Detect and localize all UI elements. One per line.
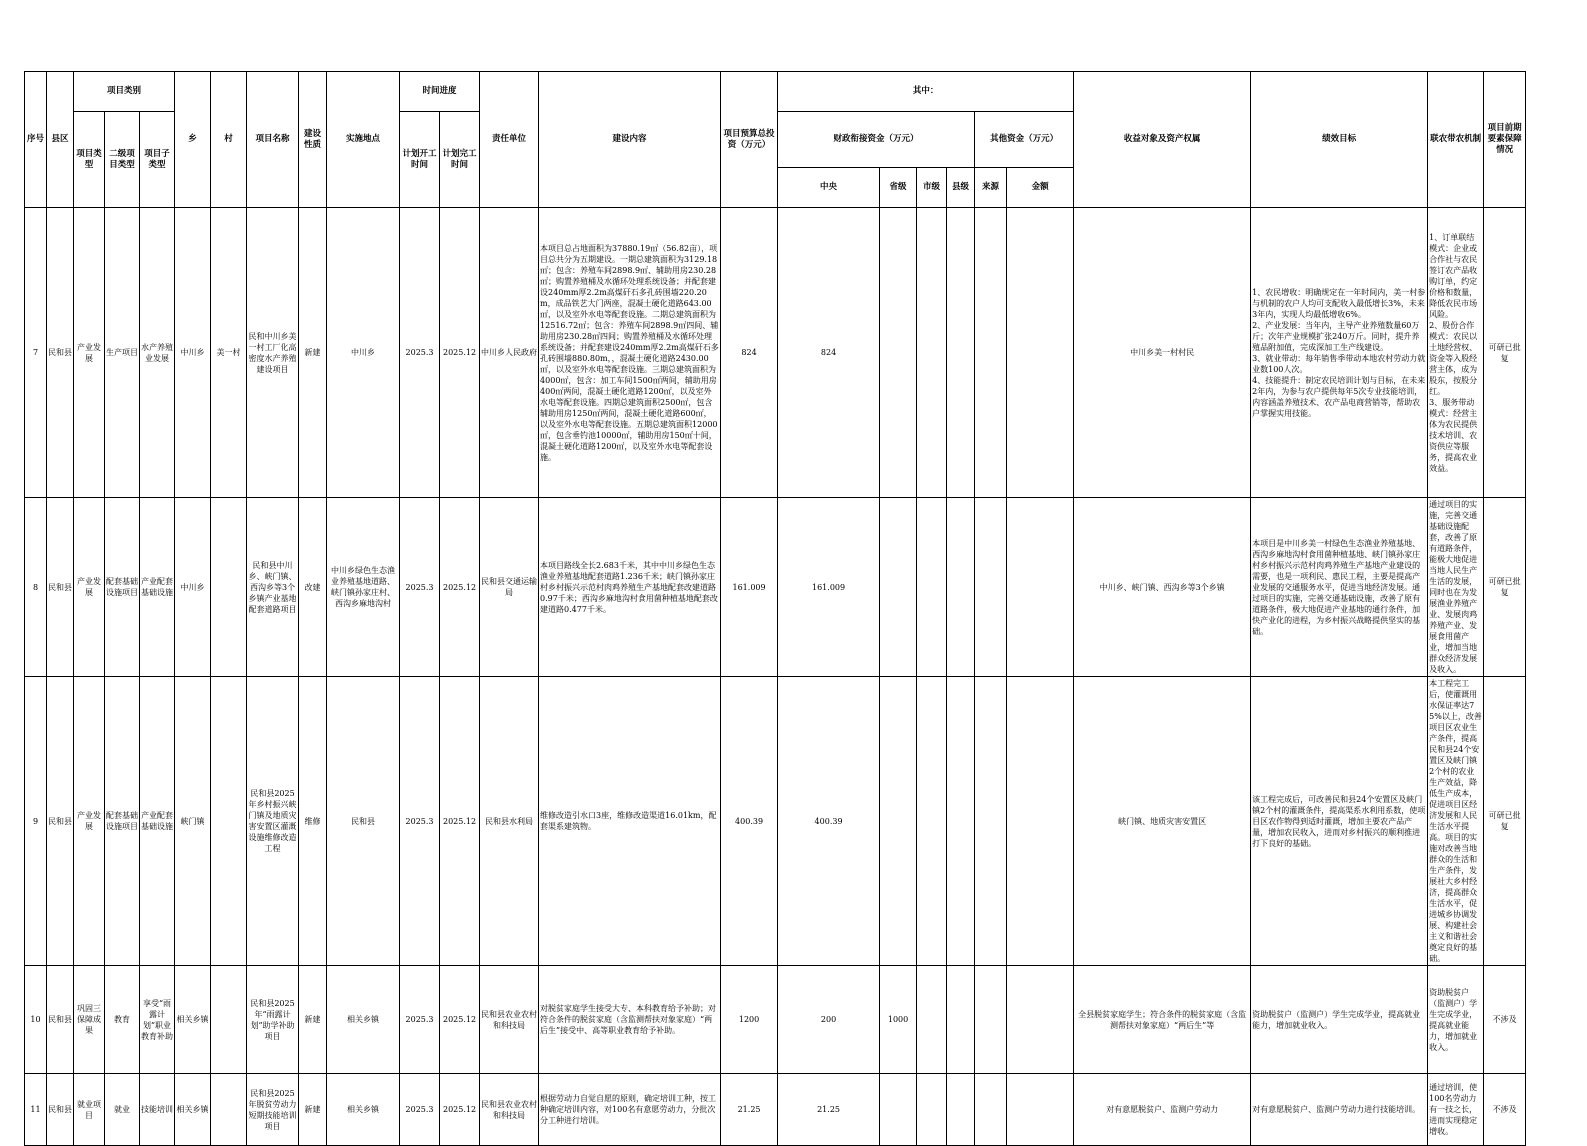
cell-county-level [947, 208, 975, 498]
header-unit: 责任单位 [480, 72, 539, 208]
cell-goals: 对有意愿脱贫户、监测户劳动力进行技能培训。 [1251, 1074, 1428, 1146]
cell-type: 巩固三保障成果 [74, 966, 105, 1074]
cell-village [211, 498, 247, 677]
cell-start: 2025.3 [400, 1074, 440, 1146]
header-township: 乡 [175, 72, 211, 208]
table-row [25, 498, 1526, 677]
cell-source [975, 677, 1007, 966]
cell-budget: 21.25 [721, 1074, 778, 1146]
cell-location: 民和县 [327, 677, 400, 966]
cell-village: 美一村 [211, 208, 247, 498]
cell-central: 824 [778, 208, 880, 498]
cell-name: 民和县中川乡、峡门镇、西沟乡等3个乡镇产业基地配套道路项目 [247, 498, 299, 677]
cell-nature: 维修 [299, 677, 327, 966]
header-end: 计划完工时间 [440, 112, 480, 208]
cell-goals: 1、农民增收：明确规定在一年时间内，美一村参与机制的农户人均可支配收入最低增长3%，未来3年内，实现人均最低增收6%。 2、产业发展：当年内，主导产业养殖数量60万斤；次年产业规模扩张240万斤。同时，提升养殖品附加值，完成深加工生产线建设。 3、就业带动：每年销售季带动本地农村劳动力就业数100人次。 4、技能提升：制定农民培训计划与目标，在未来2年内，为参与农户提供每年5次专业技能培训，内容涵盖养殖技术、农产品电商营销等，帮助农户掌握实用技能。 [1251, 208, 1428, 498]
header-provincial: 省级 [880, 168, 917, 208]
cell-mechanism: 1、订单联结模式：企业或合作社与农民签订农产品收购订单，约定价格和数量，降低农民市场风险。 2、股份合作模式：农民以土地经营权、资金等入股经营主体，成为股东，按股分红。 3、服务带动模式：经营主体为农民提供技术培训、农资供应等服务，提高农业效益。 [1428, 208, 1484, 498]
cell-mechanism: 资助脱贫户（监测户）学生完成学业，提高就业能力，增加就业收入。 [1428, 966, 1484, 1074]
header-start: 计划开工时间 [400, 112, 440, 208]
cell-county-level [947, 498, 975, 677]
cell-budget: 1200 [721, 966, 778, 1074]
cell-type: 产业发展 [74, 677, 105, 966]
cell-seq: 9 [25, 677, 47, 966]
cell-county-level [947, 1074, 975, 1146]
cell-central: 200 [778, 966, 880, 1074]
cell-provincial [880, 1074, 917, 1146]
cell-city [917, 498, 947, 677]
cell-nature: 新建 [299, 966, 327, 1074]
cell-township: 中川乡 [175, 498, 211, 677]
table-row [25, 966, 1526, 1074]
cell-amount [1007, 966, 1074, 1074]
header-city: 市级 [917, 168, 947, 208]
header-other: 其他资金（万元） [975, 112, 1074, 168]
cell-content: 维修改造引水口3座，维修改造渠道16.01km，配套渠系建筑物。 [539, 677, 721, 966]
cell-seq: 11 [25, 1074, 47, 1146]
header-name: 项目名称 [247, 72, 299, 208]
cell-sub3: 产业配套基础设施 [140, 677, 175, 966]
cell-content: 本项目路线全长2.683千米，其中中川乡绿色生态渔业养殖基地配套道路1.236千米；峡门镇孙家庄村乡村振兴示范村肉鸡养殖生产基地配套改建道路0.97千米；西沟乡麻地沟村食用菌种植基地配套改建道路0.477千米。 [539, 498, 721, 677]
cell-sub3: 技能培训 [140, 1074, 175, 1146]
cell-village [211, 677, 247, 966]
cell-type: 就业项目 [74, 1074, 105, 1146]
header-village: 村 [211, 72, 247, 208]
cell-unit: 民和县水利局 [480, 677, 539, 966]
cell-central: 400.39 [778, 677, 880, 966]
cell-guarantee: 可研已批复 [1484, 498, 1526, 677]
cell-city [917, 208, 947, 498]
header-location: 实施地点 [327, 72, 400, 208]
cell-end: 2025.12 [440, 1074, 480, 1146]
cell-county: 民和县 [47, 677, 74, 966]
cell-mechanism: 通过项目的实施，完善交通基础设施配套，改善了原有道路条件，能极大地促进当地人民生产生活的发展，同时也在为发展渔业养殖产业、发展肉鸡养殖产业、发展食用菌产业，增加当地群众经济发展及收入。 [1428, 498, 1484, 677]
cell-location: 相关乡镇 [327, 966, 400, 1074]
cell-county-level [947, 966, 975, 1074]
cell-start: 2025.3 [400, 677, 440, 966]
cell-amount [1007, 677, 1074, 966]
cell-amount [1007, 1074, 1074, 1146]
cell-source [975, 966, 1007, 1074]
cell-budget: 824 [721, 208, 778, 498]
cell-nature: 新建 [299, 1074, 327, 1146]
header-central: 中央 [778, 168, 880, 208]
cell-guarantee: 不涉及 [1484, 1074, 1526, 1146]
cell-nature: 改建 [299, 498, 327, 677]
cell-start: 2025.3 [400, 966, 440, 1074]
cell-name: 民和中川乡美一村工厂化高密度水产养殖建设项目 [247, 208, 299, 498]
cell-sub3: 产业配套基础设施 [140, 498, 175, 677]
cell-sub2: 生产项目 [105, 208, 140, 498]
cell-end: 2025.12 [440, 677, 480, 966]
cell-seq: 10 [25, 966, 47, 1074]
header-schedule: 时间进度 [400, 72, 480, 112]
cell-end: 2025.12 [440, 966, 480, 1074]
header-fiscal: 财政衔接资金（万元） [778, 112, 975, 168]
cell-provincial [880, 208, 917, 498]
cell-name: 民和县2025年乡村振兴峡门镇及地质灾害安置区灌溉设施维修改造工程 [247, 677, 299, 966]
header-beneficiary: 收益对象及资产权属 [1074, 72, 1251, 208]
cell-unit: 民和县农业农村和科技局 [480, 966, 539, 1074]
cell-county: 民和县 [47, 498, 74, 677]
cell-city [917, 1074, 947, 1146]
header-category: 项目类别 [74, 72, 175, 112]
cell-content: 本项目总占地面积为37880.19㎡（56.82亩），项目总共分为五期建设。一期总建筑面积为3129.18㎡；包含：养殖车间2898.9㎡、辅助用房230.28㎡；购置养殖桶及水循环处理系统设备；并配套建设240mm厚2.2m高煤矸石多孔砖围墙220.20m，成品铁艺大门两座，混凝土硬化道路643.00㎡，以及室外水电等配套设施。二期总建筑面积为12516.72㎡；包含：养殖车间2898.9㎡四间、辅助用房230.28㎡四间；购置养殖桶及水循环处理系统设备；并配套建设240mm厚2.2m高煤矸石多孔砖围墙880.80m，，混凝土硬化道路2430.00㎡，以及室外水电等配套设施。三期总建筑面积为4000㎡，包含：加工车间1500㎡两间，辅助用房400㎡两间，混凝土硬化道路1200㎡，以及室外水电等配套设施。四期总建筑面积2500㎡，包含辅助用房1250㎡两间，混凝土硬化道路600㎡，以及室外水电等配套设施。五期总建筑面积12000㎡，包含垂钓池10000㎡，辅助用房150㎡十间，混凝土硬化道路1200㎡，以及室外水电等配套设施。 [539, 208, 721, 498]
header-county: 县区 [47, 72, 74, 208]
cell-provincial [880, 498, 917, 677]
cell-village [211, 1074, 247, 1146]
cell-sub3: 享受“雨露计划”职业教育补助 [140, 966, 175, 1074]
header-budget: 项目预算总投资（万元） [721, 72, 778, 208]
project-table [24, 71, 1526, 1146]
cell-township: 相关乡镇 [175, 1074, 211, 1146]
header-source: 来源 [975, 168, 1007, 208]
header-seq: 序号 [25, 72, 47, 208]
cell-amount [1007, 208, 1074, 498]
header-sub-type2: 二级项目类型 [105, 112, 140, 208]
cell-beneficiary: 对有意愿脱贫户、监测户劳动力 [1074, 1074, 1251, 1146]
header-goals: 绩效目标 [1251, 72, 1428, 208]
cell-city [917, 966, 947, 1074]
header-content: 建设内容 [539, 72, 721, 208]
cell-sub2: 配套基础设施项目 [105, 677, 140, 966]
cell-sub2: 教育 [105, 966, 140, 1074]
table-row [25, 677, 1526, 966]
table-row [25, 1074, 1526, 1146]
header-mechanism: 联农带农机制 [1428, 72, 1484, 208]
cell-location: 中川乡 [327, 208, 400, 498]
header-of-which: 其中： [778, 72, 1074, 112]
cell-guarantee: 不涉及 [1484, 966, 1526, 1074]
cell-beneficiary: 峡门镇、地质灾害安置区 [1074, 677, 1251, 966]
header-amount: 金额 [1007, 168, 1074, 208]
table-row [25, 208, 1526, 498]
cell-type: 产业发展 [74, 498, 105, 677]
cell-county-level [947, 677, 975, 966]
cell-start: 2025.3 [400, 208, 440, 498]
cell-amount [1007, 498, 1074, 677]
cell-unit: 民和县农业农村和科技局 [480, 1074, 539, 1146]
cell-seq: 8 [25, 498, 47, 677]
cell-source [975, 208, 1007, 498]
cell-source [975, 1074, 1007, 1146]
cell-end: 2025.12 [440, 208, 480, 498]
cell-budget: 400.39 [721, 677, 778, 966]
cell-sub2: 就业 [105, 1074, 140, 1146]
cell-content: 对脱贫家庭学生接受大专、本科教育给予补助；对符合条件的脱贫家庭（含监测帮扶对象家庭）“两后生”接受中、高等职业教育给予补助。 [539, 966, 721, 1074]
cell-mechanism: 通过培训，使100名劳动力有一技之长，进而实现稳定增收。 [1428, 1074, 1484, 1146]
header-guarantee: 项目前期要素保障情况 [1484, 72, 1526, 208]
cell-name: 民和县2025年脱贫劳动力短期技能培训项目 [247, 1074, 299, 1146]
cell-nature: 新建 [299, 208, 327, 498]
cell-unit: 中川乡人民政府 [480, 208, 539, 498]
header-sub-type3: 项目子类型 [140, 112, 175, 208]
cell-name: 民和县2025年“雨露计划”助学补助项目 [247, 966, 299, 1074]
cell-start: 2025.3 [400, 498, 440, 677]
cell-county: 民和县 [47, 208, 74, 498]
cell-county: 民和县 [47, 966, 74, 1074]
cell-goals: 本项目是中川乡美一村绿色生态渔业养殖基地、西沟乡麻地沟村食用菌种植基地、峡门镇孙家庄村乡村振兴示范村肉鸡养殖生产基地产业建设的需要，也是一项利民、惠民工程，主要是提高产业发展的交通服务水平，促进当地经济发展。通过项目的实施，完善交通基础设施，改善了原有道路条件，极大地促进产业基地的通行条件，加快产业化的进程，为乡村振兴战略提供坚实的基础。 [1251, 498, 1428, 677]
cell-county: 民和县 [47, 1074, 74, 1146]
cell-end: 2025.12 [440, 498, 480, 677]
cell-township: 中川乡 [175, 208, 211, 498]
cell-city [917, 677, 947, 966]
cell-village [211, 966, 247, 1074]
cell-mechanism: 本工程完工后，使灌溉用水保证率达75%以上，改善项目区农业生产条件，提高民和县24个安置区及峡门镇2个村的农业生产效益，降低生产成本，促进项目区经济发展和人民生活水平提高。项目的实施对改善当地群众的生活和生产条件，发展社大乡村经济，提高群众生活水平，促进城乡协调发展、构建社会主义和谐社会奠定良好的基础。 [1428, 677, 1484, 966]
cell-township: 相关乡镇 [175, 966, 211, 1074]
cell-seq: 7 [25, 208, 47, 498]
cell-guarantee: 可研已批复 [1484, 677, 1526, 966]
cell-source [975, 498, 1007, 677]
cell-provincial: 1000 [880, 966, 917, 1074]
cell-location: 相关乡镇 [327, 1074, 400, 1146]
cell-type: 产业发展 [74, 208, 105, 498]
cell-central: 21.25 [778, 1074, 880, 1146]
cell-goals: 资助脱贫户（监测户）学生完成学业，提高就业能力，增加就业收入。 [1251, 966, 1428, 1074]
cell-content: 根据劳动力自觉自愿的原则，确定培训工种，按工种确定培训内容，对100名有意愿劳动力，分批次分工种进行培训。 [539, 1074, 721, 1146]
header-nature: 建设性质 [299, 72, 327, 208]
cell-budget: 161.009 [721, 498, 778, 677]
cell-goals: 该工程完成后，可改善民和县24个安置区及峡门镇2个村的灌溉条件，提高渠系水利用系数，使项目区农作物得到适时灌溉，增加主要农产品产量，增加农民收入，进而对乡村振兴的顺利推进打下良好的基础。 [1251, 677, 1428, 966]
cell-township: 峡门镇 [175, 677, 211, 966]
cell-beneficiary: 全县脱贫家庭学生；符合条件的脱贫家庭（含监测帮扶对象家庭）“两后生”等 [1074, 966, 1251, 1074]
header-type: 项目类型 [74, 112, 105, 208]
cell-sub3: 水产养殖业发展 [140, 208, 175, 498]
header-county-level: 县级 [947, 168, 975, 208]
cell-unit: 民和县交通运输局 [480, 498, 539, 677]
cell-central: 161.009 [778, 498, 880, 677]
cell-provincial [880, 677, 917, 966]
cell-location: 中川乡绿色生态渔业养殖基地道路、峡门镇孙家庄村、西沟乡麻地沟村 [327, 498, 400, 677]
cell-guarantee: 可研已批复 [1484, 208, 1526, 498]
cell-beneficiary: 中川乡美一村村民 [1074, 208, 1251, 498]
cell-sub2: 配套基础设施项目 [105, 498, 140, 677]
cell-beneficiary: 中川乡、峡门镇、西沟乡等3个乡镇 [1074, 498, 1251, 677]
